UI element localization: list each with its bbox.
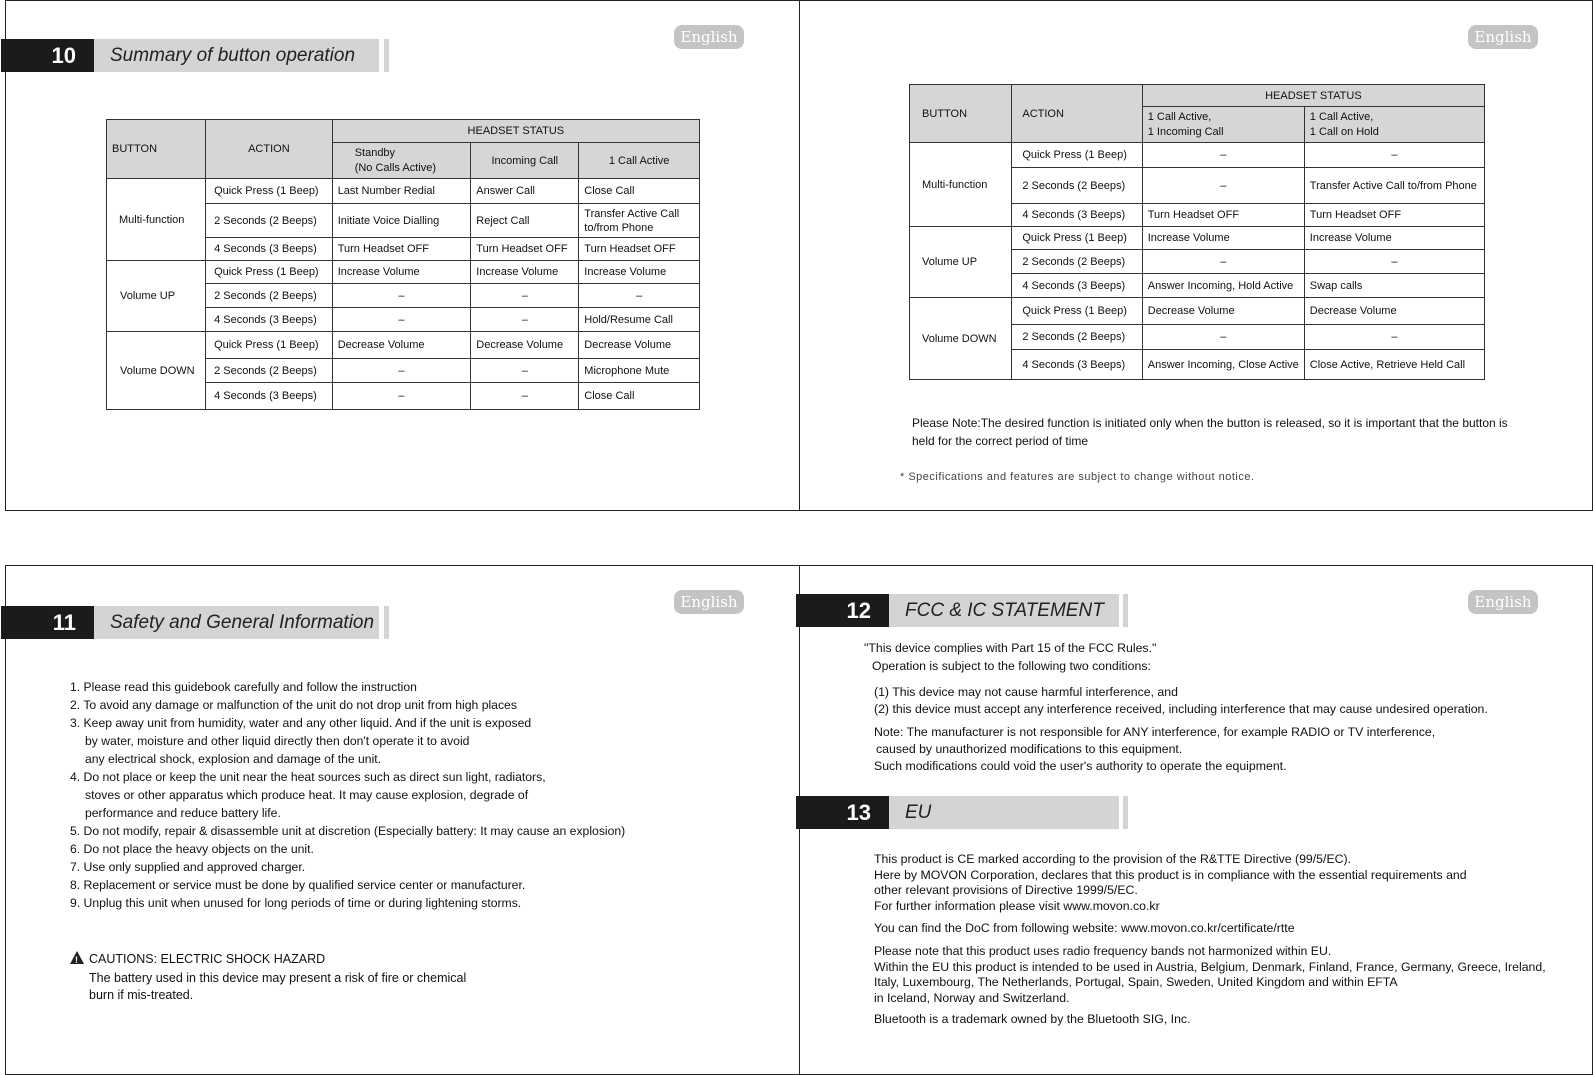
status-2-line1: 1 Call Active, (1309, 110, 1374, 123)
eu-p1-line-2: Here by MOVON Corporation, declares that this product is in compliance with the essential requirements and (874, 867, 1467, 882)
status-1-line2: 1 Incoming Call (1147, 125, 1224, 138)
col-header-incoming-call: Incoming Call (471, 143, 579, 179)
col-header-action: ACTION (206, 120, 333, 179)
section-number: 11 (1, 606, 94, 639)
status-cell: Turn Headset OFF (579, 238, 700, 261)
status-cell: Reject Call (471, 204, 579, 238)
table-row (107, 332, 700, 359)
section-header (1, 39, 391, 72)
fcc-condition-2: (2) this device must accept any interference received, including interference that may cause undesired operation. (874, 702, 1488, 716)
standby-label: Standby (354, 146, 396, 159)
list-item-line: 3. Keep away unit from humidity, water and any other liquid. And if the unit is exposed (70, 716, 532, 730)
language-badge: English (1468, 590, 1538, 614)
status-cell: – (332, 308, 471, 332)
page-section-10 (5, 0, 800, 511)
caution-line-2: burn if mis-treated. (89, 988, 194, 1002)
status-cell: – (471, 308, 579, 332)
list-item-line: 5. Do not modify, repair & disassemble unit at discretion (Especially battery: It may cause an explosion) (70, 824, 626, 838)
status-cell: Transfer Active Call to/from Phone (1304, 168, 1484, 204)
button-operation-table (106, 119, 700, 410)
status-cell: Increase Volume (471, 261, 579, 284)
list-item (70, 876, 625, 894)
status-cell: Answer Incoming, Close Active (1142, 350, 1304, 380)
table-row (910, 298, 1485, 325)
status-cell: Decrease Volume (579, 332, 700, 359)
language-badge: English (1468, 25, 1538, 49)
eu-p3-line-1: Please note that this product uses radio frequency bands not harmonized within EU. (874, 944, 1332, 958)
status-cell: Microphone Mute (579, 359, 700, 383)
status-cell: – (471, 359, 579, 383)
status-cell: Last Number Redial (332, 179, 471, 204)
col-header-headset-status: HEADSET STATUS (332, 120, 699, 143)
status-2-line2: 1 Call on Hold (1309, 125, 1379, 138)
action-cell: 4 Seconds (3 Beeps) (206, 308, 333, 332)
list-item (70, 894, 625, 912)
eu-p3-line-2: Within the EU this product is intended to be used in Austria, Belgium, Denmark, Finland, France, Germany, Greece, Ireland, (874, 959, 1546, 974)
status-cell: Close Active, Retrieve Held Call (1304, 350, 1484, 380)
status-cell: Turn Headset OFF (332, 238, 471, 261)
caution-block (70, 951, 466, 1004)
section-header-13 (796, 796, 1126, 829)
status-cell: Hold/Resume Call (579, 308, 700, 332)
eu-paragraph-3 (874, 944, 1546, 1006)
action-cell: 2 Seconds (2 Beeps) (206, 359, 333, 383)
eu-p3-line-4: in Iceland, Norway and Switzerland. (874, 990, 1070, 1005)
status-cell: Turn Headset OFF (1142, 204, 1304, 227)
section-title: Summary of button operation (94, 39, 379, 72)
status-cell: Increase Volume (579, 261, 700, 284)
standby-sub-label: (No Calls Active) (354, 161, 436, 174)
fcc-note-1: Note: The manufacturer is not responsible for ANY interference, for example RADIO or TV interference, (874, 725, 1436, 739)
please-note (912, 414, 1508, 450)
list-item (70, 678, 625, 696)
fcc-conditions-intro: Operation is subject to the following two conditions: (872, 659, 1151, 673)
status-cell: – (471, 284, 579, 308)
col-header-headset-status: HEADSET STATUS (1142, 85, 1484, 107)
action-cell: 4 Seconds (3 Beeps) (1012, 274, 1142, 298)
language-badge: English (674, 25, 744, 49)
safety-list (70, 678, 625, 912)
action-cell: Quick Press (1 Beep) (206, 332, 333, 359)
list-item (70, 840, 625, 858)
list-item-line: 1. Please read this guidebook carefully and follow the instruction (70, 680, 417, 694)
list-item-line: performance and reduce battery life. (85, 806, 281, 820)
note-line-1: Please Note:The desired function is initiated only when the button is released, so it is important that the button is (912, 416, 1508, 430)
list-item-line: 6. Do not place the heavy objects on the unit. (70, 842, 314, 856)
action-cell: Quick Press (1 Beep) (1012, 143, 1142, 168)
col-header-active-hold (1304, 107, 1484, 143)
list-item-line: 2. To avoid any damage or malfunction of the unit do not drop unit from high places (70, 698, 517, 712)
status-cell: – (471, 383, 579, 410)
status-cell-text: Transfer Active Call to/from Phone (584, 207, 680, 234)
status-cell: Decrease Volume (1304, 298, 1484, 325)
col-header-button: BUTTON (910, 85, 1012, 143)
button-name-cell: Volume DOWN (910, 298, 1012, 380)
list-item-line: 7. Use only supplied and approved charger. (70, 860, 306, 874)
section-number: 13 (796, 796, 889, 829)
eu-p1-line-3: other relevant provisions of Directive 1999/5/EC. (874, 883, 1138, 897)
language-badge: English (674, 590, 744, 614)
table-row (107, 261, 700, 284)
status-cell: Decrease Volume (471, 332, 579, 359)
status-cell: Swap calls (1304, 274, 1484, 298)
status-cell: Answer Call (471, 179, 579, 204)
section-header-12 (796, 594, 1126, 627)
list-item-line: by water, moisture and other liquid directly then don't operate it to avoid (85, 734, 470, 748)
section-tab (1123, 796, 1128, 829)
status-1-line1: 1 Call Active, (1147, 110, 1212, 123)
section-title: Safety and General Information (94, 606, 379, 639)
action-cell: 2 Seconds (2 Beeps) (1012, 168, 1142, 204)
button-name-cell: Multi-function (107, 179, 206, 261)
status-cell: Initiate Voice Dialling (332, 204, 471, 238)
status-cell: Answer Incoming, Hold Active (1142, 274, 1304, 298)
action-cell: 4 Seconds (3 Beeps) (1012, 350, 1142, 380)
status-cell: – (579, 284, 700, 308)
button-name-cell: Volume DOWN (107, 332, 206, 410)
button-operation-table-2 (909, 84, 1485, 380)
fcc-condition-1: (1) This device may not cause harmful interference, and (874, 685, 1178, 699)
list-item (70, 696, 625, 714)
col-header-button: BUTTON (107, 120, 206, 179)
section-number: 10 (1, 39, 94, 72)
status-cell: – (1304, 250, 1484, 274)
caution-title: CAUTIONS: ELECTRIC SHOCK HAZARD (89, 952, 326, 966)
action-cell: Quick Press (1 Beep) (1012, 227, 1142, 250)
eu-p3-line-3: Italy, Luxembourg, The Netherlands, Portugal, Spain, Sweden, United Kingdom and within EFTA (874, 975, 1398, 989)
section-tab (1123, 594, 1128, 627)
list-item (70, 822, 625, 840)
spec-note: * Specifications and features are subject to change without notice. (900, 471, 1255, 483)
section-title: FCC & IC STATEMENT (889, 594, 1119, 627)
list-item (70, 858, 625, 876)
section-header (1, 606, 391, 639)
status-cell (579, 204, 700, 238)
action-cell: Quick Press (1 Beep) (206, 261, 333, 284)
button-name-cell: Volume UP (910, 227, 1012, 298)
table-row (910, 227, 1485, 250)
list-item-line: 4. Do not place or keep the unit near the heat sources such as direct sun light, radiators, (70, 770, 546, 784)
status-cell: Close Call (579, 383, 700, 410)
status-cell: Decrease Volume (1142, 298, 1304, 325)
eu-p1-line-1: This product is CE marked according to the provision of the R&TTE Directive (99/5/EC). (874, 852, 1352, 866)
status-cell: – (1142, 250, 1304, 274)
list-item (70, 714, 625, 768)
status-cell: – (1142, 143, 1304, 168)
list-item-line: stoves or other apparatus which produce heat. It may cause explosion, degrade of (85, 788, 529, 802)
section-title: EU (889, 796, 1119, 829)
status-cell: – (1304, 143, 1484, 168)
action-cell: Quick Press (1 Beep) (1012, 298, 1142, 325)
action-cell: 2 Seconds (2 Beeps) (206, 284, 333, 308)
action-cell: 2 Seconds (2 Beeps) (1012, 325, 1142, 350)
status-cell: Turn Headset OFF (471, 238, 579, 261)
table-row (910, 143, 1485, 168)
button-name-cell: Multi-function (910, 143, 1012, 227)
status-cell: – (1142, 325, 1304, 350)
action-cell: 2 Seconds (2 Beeps) (206, 204, 333, 238)
col-header-standby (332, 143, 471, 179)
action-cell: 4 Seconds (3 Beeps) (206, 238, 333, 261)
fcc-quote: "This device complies with Part 15 of the FCC Rules." (864, 641, 1157, 655)
action-cell: 4 Seconds (3 Beeps) (206, 383, 333, 410)
note-line-2: held for the correct period of time (912, 434, 1089, 448)
list-item-line: any electrical shock, explosion and damage of the unit. (85, 752, 382, 766)
table-row (107, 179, 700, 204)
section-number: 12 (796, 594, 889, 627)
page-section-12-13 (799, 565, 1593, 1075)
action-cell: 2 Seconds (2 Beeps) (1012, 250, 1142, 274)
fcc-note-3: Such modifications could void the user's authority to operate the equipment. (874, 759, 1287, 773)
action-cell: 4 Seconds (3 Beeps) (1012, 204, 1142, 227)
status-cell: – (1304, 325, 1484, 350)
status-cell: Close Call (579, 179, 700, 204)
eu-paragraph-1 (874, 852, 1467, 914)
col-header-call-active: 1 Call Active (579, 143, 700, 179)
status-cell: – (1142, 168, 1304, 204)
button-name-cell: Volume UP (107, 261, 206, 332)
status-cell: Increase Volume (1304, 227, 1484, 250)
list-item (70, 768, 625, 822)
section-tab (384, 606, 389, 639)
status-cell: Increase Volume (332, 261, 471, 284)
list-item-line: 9. Unplug this unit when unused for long periods of time or during lightening storms. (70, 896, 522, 910)
eu-paragraph-2: You can find the DoC from following website: www.movon.co.kr/certificate/rtte (874, 921, 1295, 935)
col-header-action: ACTION (1012, 85, 1142, 143)
eu-paragraph-4: Bluetooth is a trademark owned by the Bluetooth SIG, Inc. (874, 1012, 1191, 1026)
status-cell: Turn Headset OFF (1304, 204, 1484, 227)
action-cell: Quick Press (1 Beep) (206, 179, 333, 204)
col-header-active-incoming (1142, 107, 1304, 143)
status-cell: Increase Volume (1142, 227, 1304, 250)
warning-icon (70, 951, 84, 964)
caution-line-1: The battery used in this device may present a risk of fire or chemical (89, 971, 467, 985)
page-section-11 (5, 565, 800, 1075)
status-cell: Decrease Volume (332, 332, 471, 359)
status-cell: – (332, 383, 471, 410)
fcc-note-2: caused by unauthorized modifications to this equipment. (876, 742, 1183, 756)
list-item-line: 8. Replacement or service must be done by qualified service center or manufacturer. (70, 878, 526, 892)
page-table-continued (799, 0, 1593, 511)
eu-p1-line-4: For further information please visit www.movon.co.kr (874, 898, 1160, 913)
section-tab (384, 39, 389, 72)
status-cell: – (332, 359, 471, 383)
status-cell: – (332, 284, 471, 308)
